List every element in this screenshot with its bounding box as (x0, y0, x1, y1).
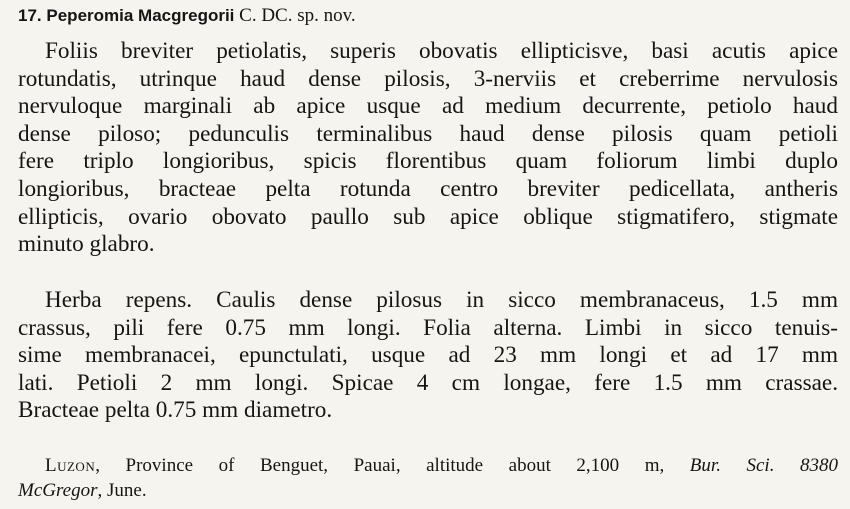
diagnosis-line: minuto glabro. (18, 231, 155, 258)
diagnosis-line: rotundatis, utrinque haud dense pilosis, 3-nerviis et creberrime nervulosis (18, 65, 838, 92)
diagnosis-line: dense piloso; pedunculis terminalibus haud dense pilosis quam petioli (18, 120, 838, 147)
species-description (18, 287, 838, 425)
diagnosis-line: ellipticis, ovario obovato paullo sub apice oblique stigmatifero, stigmate (18, 203, 838, 230)
species-authority: C. DC. sp. nov. (239, 5, 356, 26)
description-line: sime membranacei, epunctulati, usque ad 23 mm longi et ad 17 mm (18, 342, 838, 369)
latin-diagnosis (18, 38, 838, 259)
citation-line (18, 478, 838, 503)
collection-number: Bur. Sci. 8380 (689, 455, 839, 476)
collector-name: McGregor (18, 480, 98, 501)
citation-line (18, 453, 838, 478)
description-line: lati. Petioli 2 mm longi. Spicae 4 cm longae, fere 1.5 mm crassae. (18, 369, 838, 396)
diagnosis-line: nervuloque marginali ab apice usque ad medium decurrente, petiolo haud (18, 93, 838, 120)
species-number: 17. (18, 6, 42, 25)
description-line: Herba repens. Caulis dense pilosus in sicco membranaceus, 1.5 mm (45, 287, 838, 313)
species-name: Peperomia Macgregorii (46, 6, 235, 25)
description-line: crassus, pili fere 0.75 mm longi. Folia alterna. Limbi in sicco tenuis- (18, 314, 838, 341)
diagnosis-line: longioribus, bracteae pelta rotunda centro breviter pedicellata, antheris (18, 175, 838, 202)
specimen-citation (18, 453, 838, 503)
diagnosis-line: Foliis breviter petiolatis, superis obovatis ellipticisve, basi acutis apice (45, 38, 838, 64)
locality-text: , Province of Benguet, Pauai, altitude about 2,100 m, (95, 455, 690, 476)
description-line: Bracteae pelta 0.75 mm diametro. (18, 397, 333, 424)
collection-date: , June. (97, 480, 147, 501)
species-heading (18, 4, 356, 28)
diagnosis-line: fere triplo longioribus, spicis florentibus quam foliorum limbi duplo (18, 148, 838, 175)
region-name: Luzon (45, 455, 96, 476)
